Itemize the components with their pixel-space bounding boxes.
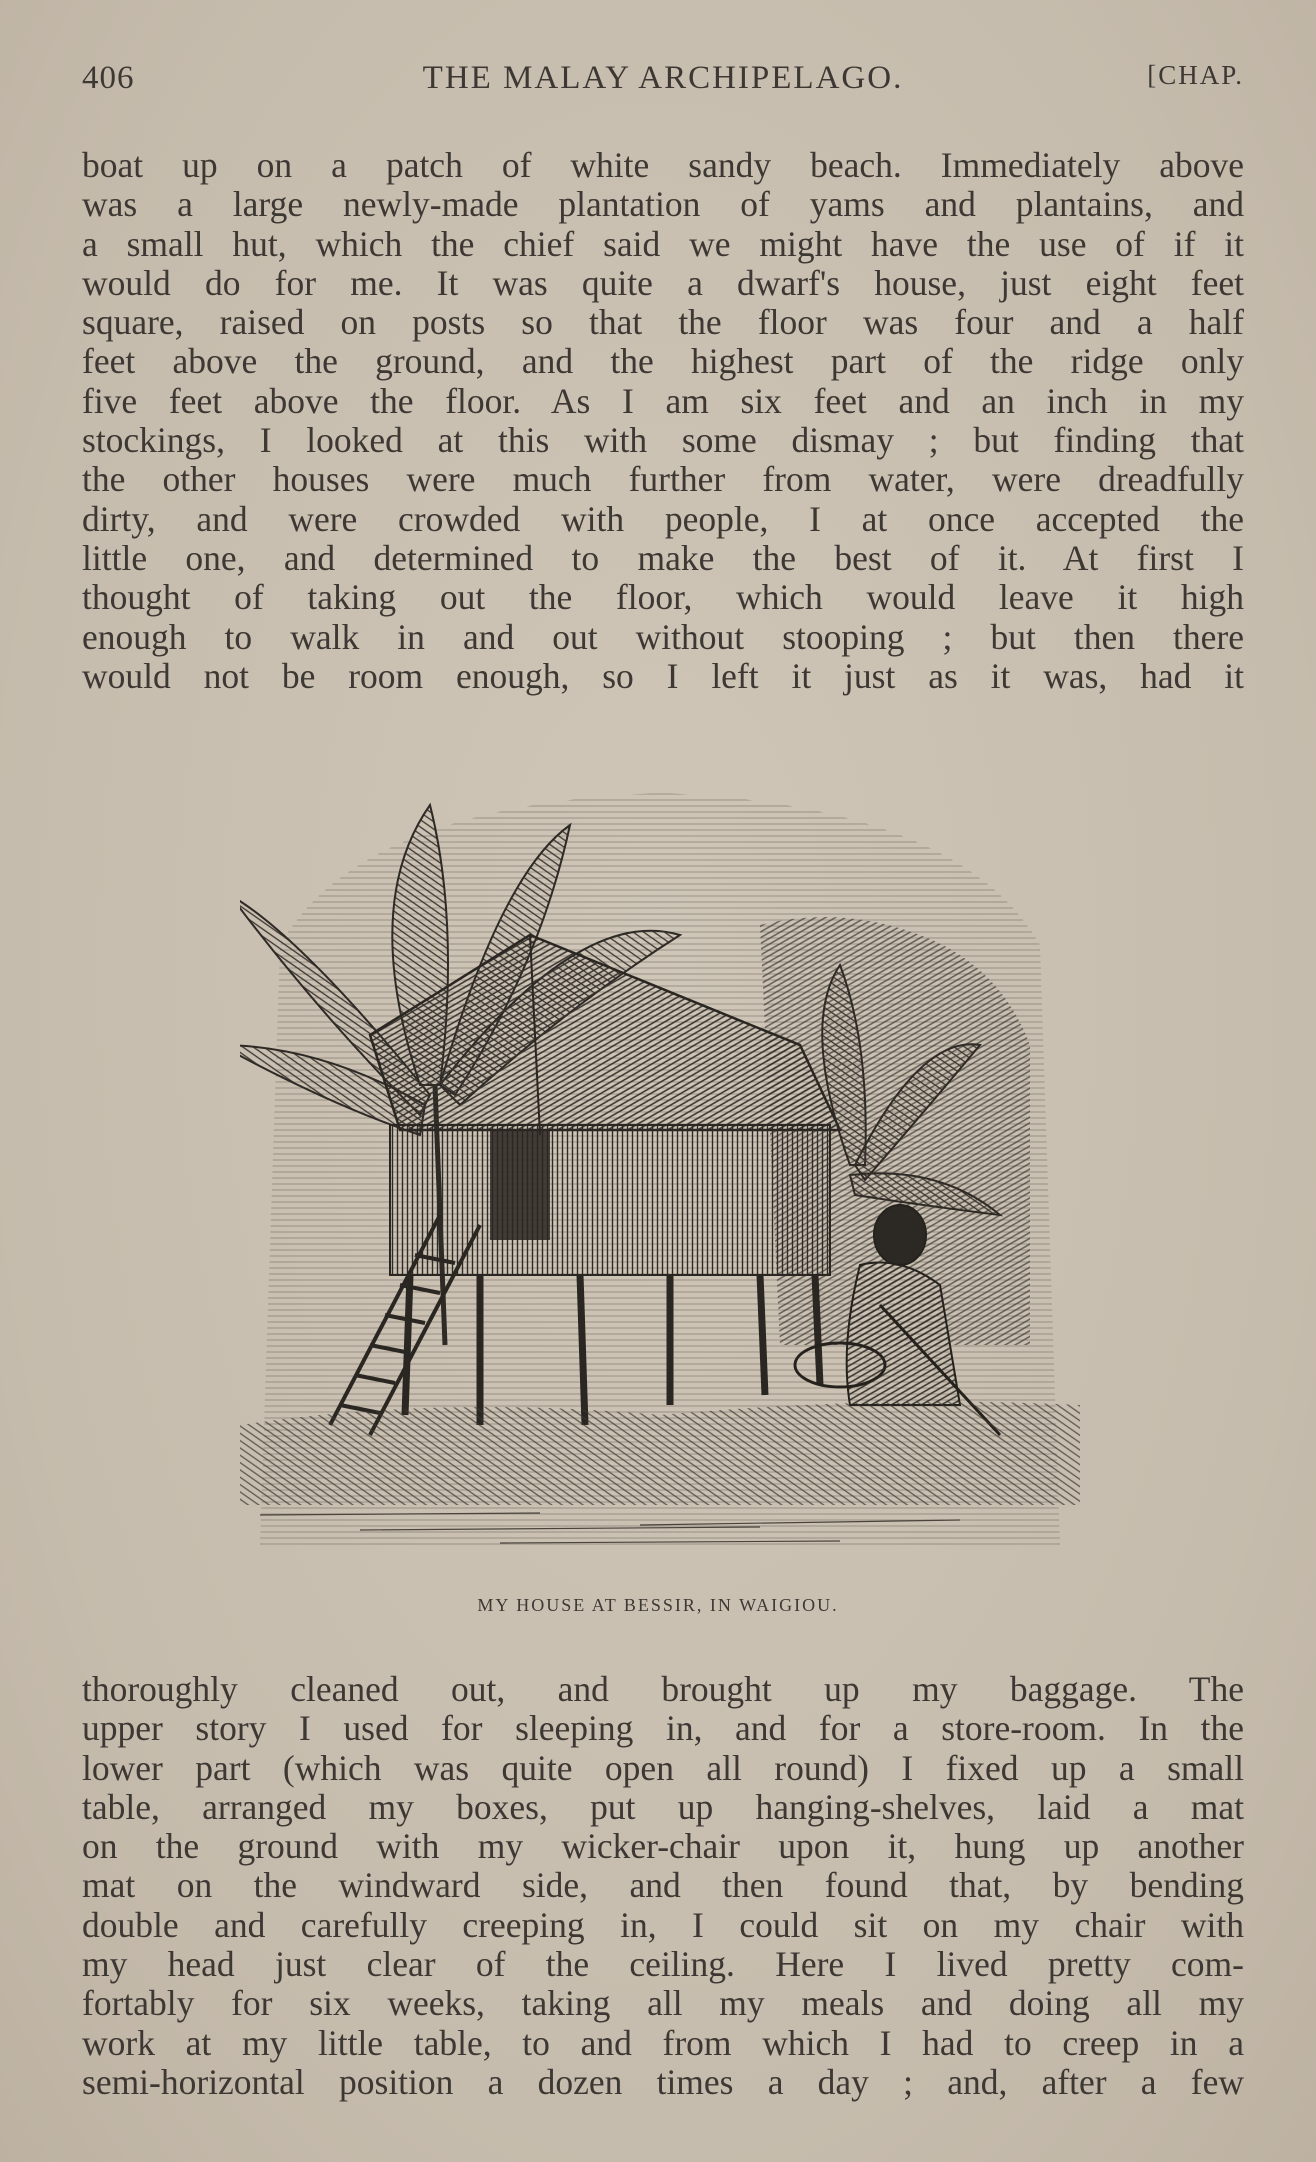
text-line: semi-horizontal position a dozen times a day ; and, after a few bbox=[82, 2061, 1244, 2102]
text-line: boat up on a patch of white sandy beach. Immediately above bbox=[82, 145, 1244, 185]
text-line: thoroughly cleaned out, and brought up my baggage. The bbox=[82, 1669, 1244, 1709]
text-line: table, arranged my boxes, put up hanging-shelves, laid a mat bbox=[82, 1786, 1244, 1827]
text-line: work at my little table, to and from which I had to creep in a bbox=[82, 2022, 1244, 2063]
hut-doorway bbox=[490, 1130, 550, 1240]
text-line: feet above the ground, and the highest part of the ridge only bbox=[82, 341, 1244, 382]
text-line: on the ground with my wicker-chair upon it, hung up another bbox=[82, 1826, 1244, 1867]
text-line: lower part (which was quite open all round) I fixed up a small bbox=[82, 1747, 1244, 1788]
bottom-paragraph bbox=[82, 1670, 1244, 2102]
engraving-illustration bbox=[240, 785, 1080, 1585]
top-paragraph bbox=[82, 146, 1244, 696]
text-line: stockings, I looked at this with some dismay ; but finding that bbox=[82, 420, 1244, 461]
text-line: upper story I used for sleeping in, and for a store-room. In the bbox=[82, 1708, 1244, 1749]
text-line: little one, and determined to make the best of it. At first I bbox=[82, 537, 1244, 578]
text-line: the other houses were much further from water, were dreadfully bbox=[82, 459, 1244, 500]
text-line: thought of taking out the floor, which would leave it high bbox=[82, 577, 1244, 618]
text-line: enough to walk in and out without stooping ; but then there bbox=[82, 616, 1244, 657]
text-line: double and carefully creeping in, I could sit on my chair with bbox=[82, 1904, 1244, 1945]
ground-debris bbox=[240, 1402, 1080, 1505]
text-line: fortably for six weeks, taking all my meals and doing all my bbox=[82, 1983, 1244, 2024]
figure-caption: MY HOUSE AT BESSIR, IN WAIGIOU. bbox=[477, 1595, 839, 1615]
page-number: 406 bbox=[82, 60, 135, 96]
text-line: was a large newly-made plantation of yams and plantains, and bbox=[82, 184, 1244, 225]
text-line: square, raised on posts so that the floor was four and a half bbox=[82, 302, 1244, 343]
text-line: would do for me. It was quite a dwarf's house, just eight feet bbox=[82, 262, 1244, 303]
text-line: would not be room enough, so I left it just as it was, had it bbox=[82, 655, 1244, 696]
text-line: five feet above the floor. As I am six feet and an inch in my bbox=[82, 380, 1244, 421]
running-header bbox=[82, 60, 1244, 104]
chapter-marker: [CHAP. bbox=[1147, 60, 1244, 90]
text-line: my head just clear of the ceiling. Here I lived pretty com- bbox=[82, 1944, 1244, 1985]
text-line: a small hut, which the chief said we might have the use of if it bbox=[82, 223, 1244, 264]
text-line: dirty, and were crowded with people, I at once accepted the bbox=[82, 498, 1244, 539]
hut-wall bbox=[390, 1125, 830, 1275]
text-line: mat on the windward side, and then found that, by bending bbox=[82, 1865, 1244, 1906]
running-title: THE MALAY ARCHIPELAGO. bbox=[422, 60, 904, 96]
